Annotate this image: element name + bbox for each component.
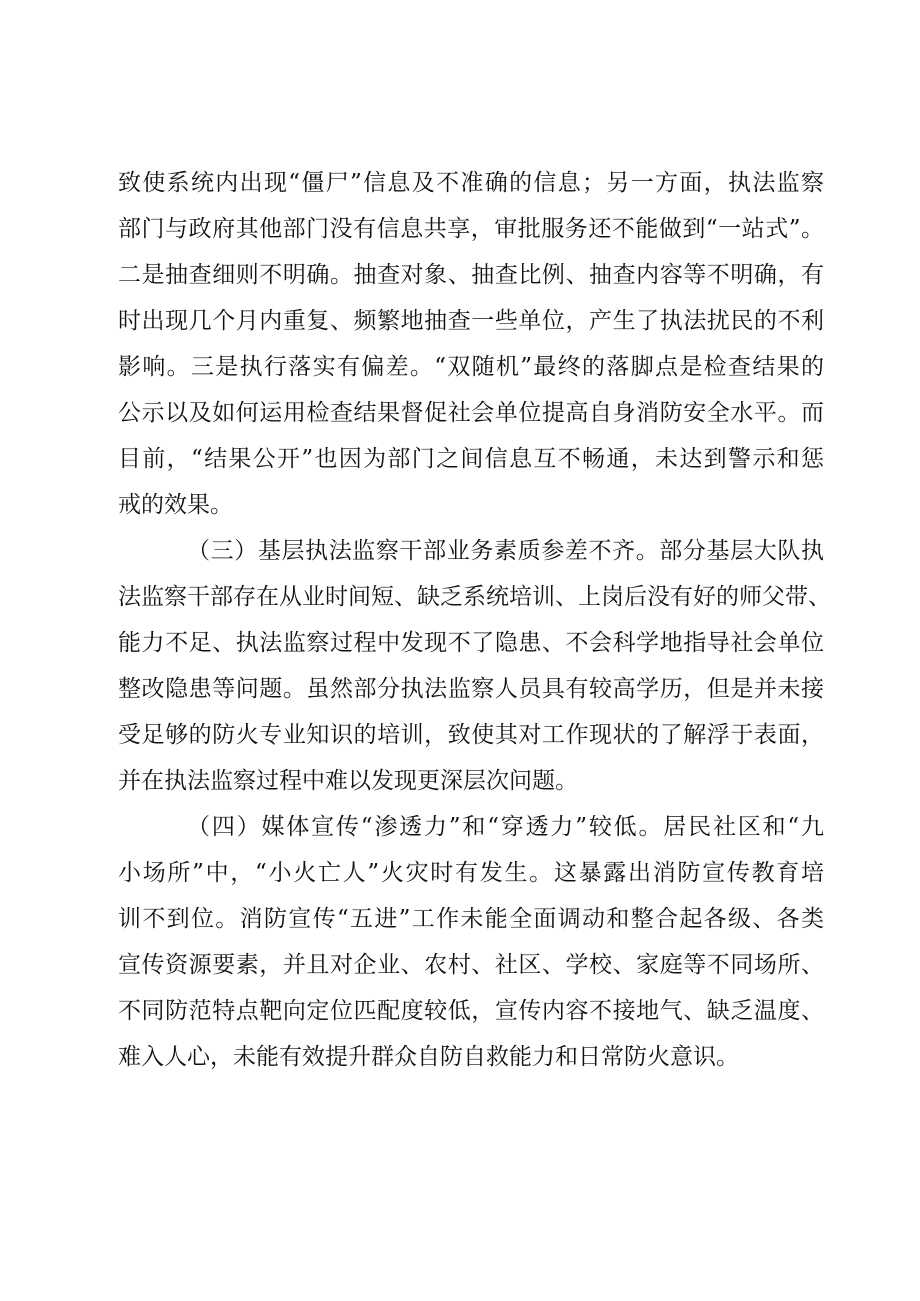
text-line: 影响。三是执行落实有偏差。“双随机”最终的落脚点是检查结果的 [118, 354, 824, 380]
text-line: 不同防范特点靶向定位匹配度较低，宣传内容不接地气、缺乏温度、 [118, 998, 824, 1024]
text-line: 时出现几个月内重复、频繁地抽查一些单位，产生了执法扰民的不利 [118, 308, 824, 334]
text-line: 难入人心，未能有效提升群众自防自救能力和日常防火意识。 [118, 1044, 739, 1070]
text-line: 能力不足、执法监察过程中发现不了隐患、不会科学地指导社会单位 [118, 630, 824, 656]
text-line: 并在执法监察过程中难以发现更深层次问题。 [118, 768, 578, 794]
text-line: 法监察干部存在从业时间短、缺乏系统培训、上岗后没有好的师父带、 [118, 584, 831, 610]
paragraph-section-four [118, 804, 824, 1080]
text-line: 目前，“结果公开”也因为部门之间信息互不畅通，未达到警示和惩 [118, 446, 824, 472]
text-line: 整改隐患等问题。虽然部分执法监察人员具有较高学历，但是并未接 [118, 676, 824, 702]
document-body [118, 160, 831, 1080]
text-line: 小场所”中，“小火亡人”火灾时有发生。这暴露出消防宣传教育培 [118, 860, 824, 886]
text-line: 致使系统内出现“僵尸”信息及不准确的信息；另一方面，执法监察 [118, 170, 824, 196]
section-heading-line: （三）基层执法监察干部业务素质参差不齐。部分基层大队执 [187, 538, 824, 564]
section-heading-line: （四）媒体宣传“渗透力”和“穿透力”较低。居民社区和“九 [187, 814, 824, 840]
text-line: 训不到位。消防宣传“五进”工作未能全面调动和整合起各级、各类 [118, 906, 824, 932]
paragraph-section-three [118, 528, 831, 804]
text-line: 戒的效果。 [118, 492, 233, 518]
text-line: 公示以及如何运用检查结果督促社会单位提高自身消防安全水平。而 [118, 400, 824, 426]
text-line: 二是抽查细则不明确。抽查对象、抽查比例、抽查内容等不明确，有 [118, 262, 824, 288]
text-line: 宣传资源要素，并且对企业、农村、社区、学校、家庭等不同场所、 [118, 952, 824, 978]
paragraph-continuation [118, 160, 824, 528]
text-line: 受足够的防火专业知识的培训，致使其对工作现状的了解浮于表面， [118, 722, 824, 748]
text-line: 部门与政府其他部门没有信息共享，审批服务还不能做到“一站式”。 [118, 216, 824, 242]
